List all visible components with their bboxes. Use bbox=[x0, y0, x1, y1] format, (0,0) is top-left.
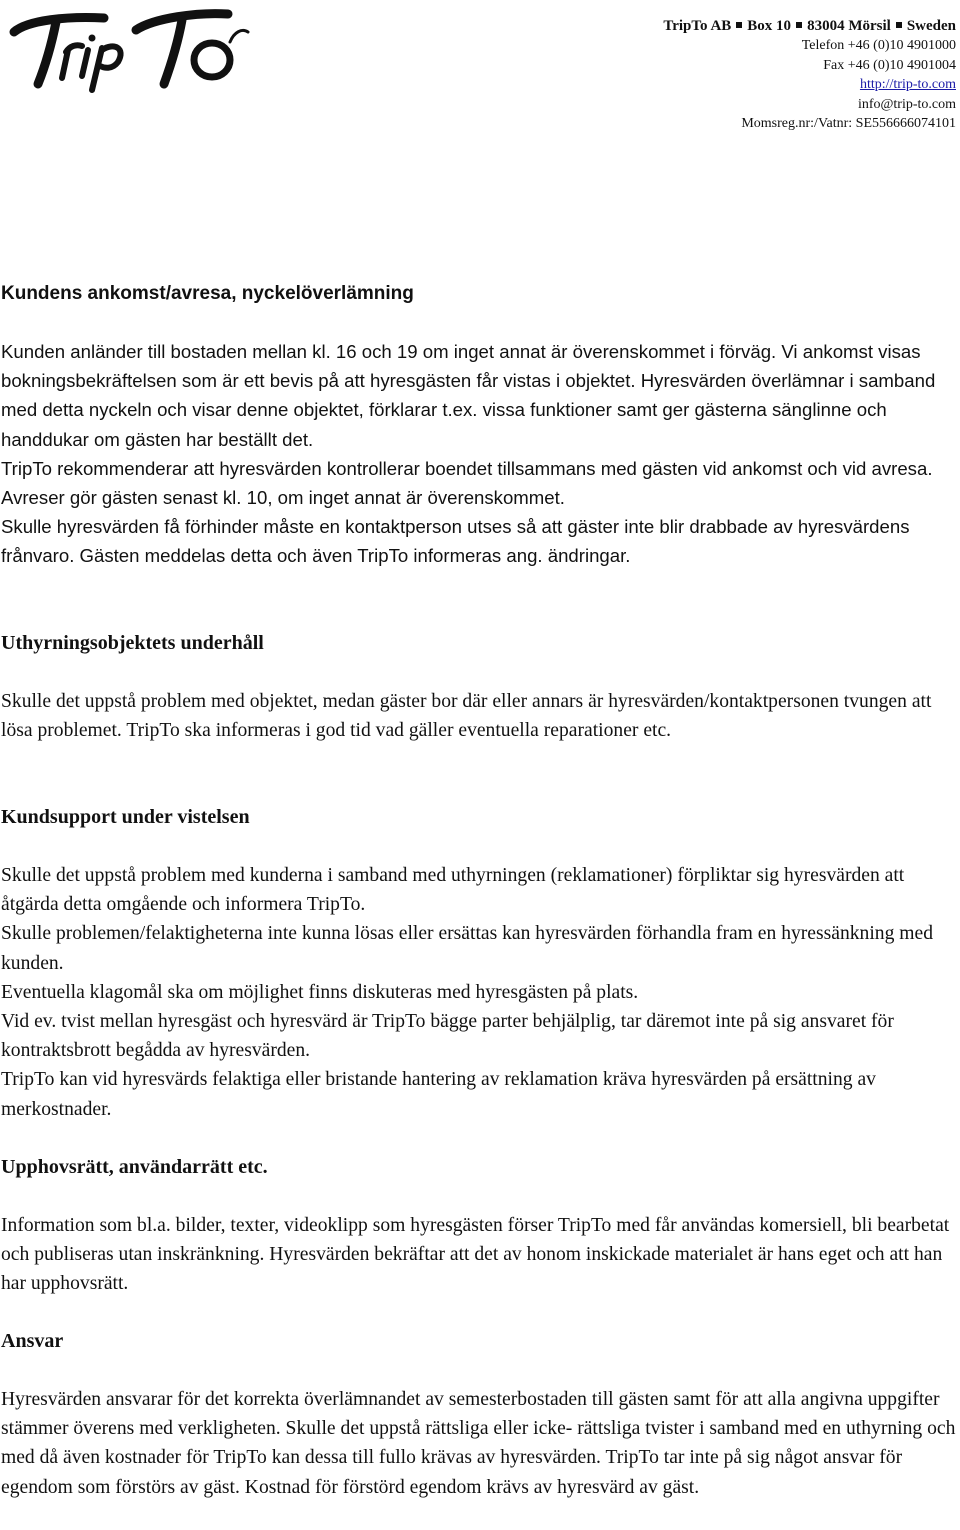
company-country: Sweden bbox=[906, 18, 956, 34]
company-header bbox=[536, 17, 956, 133]
fax-line: Fax +46 (0)10 4901004 bbox=[823, 57, 956, 73]
section-maintenance bbox=[1, 629, 957, 745]
phone-line: Telefon +46 (0)10 4901000 bbox=[801, 38, 956, 54]
separator-square-icon bbox=[896, 22, 902, 28]
section-body bbox=[1, 1211, 957, 1299]
section-title: Kundens ankomst/avresa, nyckelöverlämning bbox=[1, 283, 414, 304]
paragraph: Information som bl.a. bilder, texter, videoklipp som hyresgästen förser TripTo med får användas komersiell, bli bearbetat och publiseras utan inskränkning. Hyresvärden bekräftar att det av honom inskickade materialet är hans eget och att han har upphovsrätt. bbox=[1, 1215, 950, 1295]
paragraph: Skulle problemen/felaktigheterna inte kunna lösas eller ersättas kan hyresvärden förhandla fram en hyressänkning med kunden. bbox=[1, 923, 934, 974]
section-body bbox=[1, 687, 957, 745]
separator-square-icon bbox=[736, 22, 742, 28]
vat-line: Momsreg.nr:/Vatnr: SE556666074101 bbox=[741, 116, 956, 132]
section-copyright bbox=[1, 1153, 957, 1299]
section-body bbox=[1, 861, 957, 1124]
section-liability bbox=[1, 1327, 957, 1502]
paragraph: Kunden anländer till bostaden mellan kl. 16 och 19 om inget annat är överenskommet i förväg. Vi ankomst visas bokningsbekräftelsen som är ett bevis på att hyresgästen får vistas i objektet. Hyresvärden överlämnar i samband med detta nyckeln och visar denne objektet, förklarar t.ex. vissa funktioner samt ger gästerna sänglinne och handdukar om gästen har beställt det. bbox=[1, 341, 936, 450]
paragraph: Vid ev. tvist mellan hyresgäst och hyresvärd är TripTo bägge parter behjälplig, tar däremot inte på sig ansvaret för kontraktsbrott begådda av hyresvärden. bbox=[1, 1011, 894, 1062]
paragraph: Skulle det uppstå problem med objektet, medan gäster bor där eller annars är hyresvärden/kontaktpersonen tvungen att lösa problemet. TripTo ska informeras i god tid vad gäller eventuella reparationer etc. bbox=[1, 691, 932, 742]
website-link[interactable]: http://trip-to.com bbox=[859, 77, 956, 93]
company-box: Box 10 bbox=[747, 18, 792, 34]
paragraph: Hyresvärden ansvarar för det korrekta överlämnandet av semesterbostaden till gästen samt för att alla angivna uppgifter stämmer överens med verkligheten. Skulle det uppstå rättsliga eller icke- rättsliga tvister i samband med en uthyrning och med då även kostnader för TripTo kan dessa till fullo krävas av hyresvärden. TripTo tar inte på sig något ansvar för egendom som förstörs av gäst. Kostnad för förstörd egendom krävs av hyresvärd av gäst. bbox=[1, 1389, 956, 1498]
paragraph: TripTo rekommenderar att hyresvärden kontrollerar boendet tillsammans med gästen vid ankomst och vid avresa. Avreser gör gästen senast kl. 10, om inget annat är överenskommet. bbox=[1, 457, 933, 509]
separator-square-icon bbox=[796, 22, 802, 28]
paragraph: Skulle det uppstå problem med kunderna i samband med uthyrningen (reklamationer) förpliktar sig hyresvärden att åtgärda detta omgående och informera TripTo. bbox=[1, 865, 905, 916]
tripto-logo bbox=[8, 2, 254, 94]
section-body bbox=[1, 1385, 957, 1502]
section-title: Ansvar bbox=[1, 1330, 64, 1352]
paragraph: Eventuella klagomål ska om möjlighet finns diskuteras med hyresgästen på plats. bbox=[1, 981, 639, 1003]
tripto-logo-graphic bbox=[8, 2, 254, 94]
company-name: TripTo AB bbox=[663, 18, 732, 34]
section-body bbox=[1, 337, 957, 571]
section-arrival-departure bbox=[1, 279, 957, 571]
section-customer-support bbox=[1, 803, 957, 1124]
section-title: Upphovsrätt, användarrätt etc. bbox=[1, 1156, 268, 1178]
company-postal: 83004 Mörsil bbox=[807, 18, 891, 34]
paragraph: TripTo kan vid hyresvärds felaktiga eller bristande hantering av reklamation kräva hyresvärden på ersättning av merkostnader. bbox=[1, 1069, 876, 1120]
company-line bbox=[536, 17, 956, 36]
email-line: info@trip-to.com bbox=[857, 96, 956, 112]
paragraph: Skulle hyresvärden få förhinder måste en kontaktperson utses så att gäster inte blir drabbade av hyresvärdens frånvaro. Gästen meddelas detta och även TripTo informeras ang. ändringar. bbox=[1, 516, 910, 567]
section-title: Kundsupport under vistelsen bbox=[1, 806, 250, 828]
section-title: Uthyrningsobjektets underhåll bbox=[1, 632, 264, 654]
